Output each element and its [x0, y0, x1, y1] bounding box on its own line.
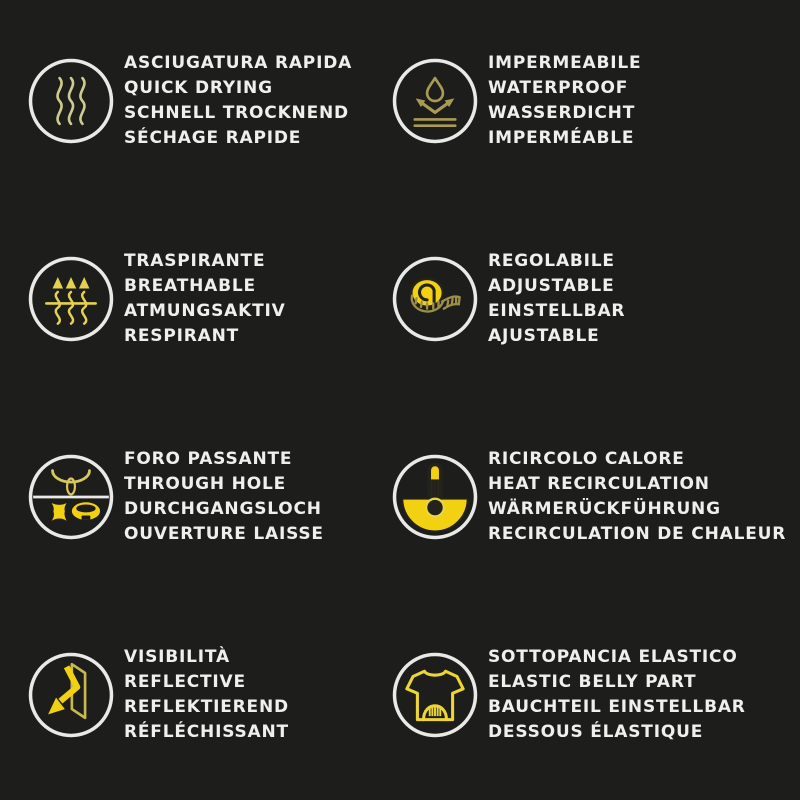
feature-text	[124, 51, 352, 151]
feature-line: BAUCHTEIL EINSTELLBAR	[488, 697, 746, 717]
feature-line: THROUGH HOLE	[124, 474, 286, 494]
feature-line: REFLEKTIEREND	[124, 697, 289, 717]
breathable-arrows-icon	[27, 255, 115, 343]
feature-line: ADJUSTABLE	[488, 276, 615, 296]
feature-line: BREATHABLE	[124, 276, 256, 296]
feature-line: IMPERMÉABLE	[488, 128, 635, 148]
feature-item-adjustable	[391, 200, 800, 398]
feature-line: SOTTOPANCIA ELASTICO	[488, 647, 738, 667]
tshirt-icon	[391, 651, 479, 739]
feature-item-breathable	[27, 200, 391, 398]
feature-line: RECIRCULATION DE CHALEUR	[488, 524, 787, 544]
feature-item-heat-recirculation	[391, 398, 800, 596]
feature-line: EINSTELLBAR	[488, 301, 626, 321]
waterproof-icon	[391, 57, 479, 145]
feature-line: ASCIUGATURA RAPIDA	[124, 53, 353, 73]
feature-line: RESPIRANT	[124, 326, 240, 346]
feature-line: TRASPIRANTE	[124, 251, 266, 271]
feature-line: ATMUNGSAKTIV	[124, 301, 286, 321]
feature-line: REFLECTIVE	[124, 672, 246, 692]
feature-line: OUVERTURE LAISSE	[124, 524, 324, 544]
feature-line: QUICK DRYING	[124, 78, 273, 98]
feature-line: WASSERDICHT	[488, 103, 636, 123]
feature-line: REGOLABILE	[488, 251, 615, 271]
feature-line: HEAT RECIRCULATION	[488, 474, 710, 494]
feature-line: IMPERMEABILE	[488, 53, 642, 73]
feature-text	[488, 249, 625, 349]
feature-item-quick-drying	[27, 2, 391, 200]
feature-line: SÉCHAGE RAPIDE	[124, 128, 302, 148]
steam-icon	[27, 57, 115, 145]
feature-line: DESSOUS ÉLASTIQUE	[488, 722, 704, 742]
feature-item-elastic-belly	[391, 596, 800, 794]
feature-text	[488, 645, 746, 745]
measuring-tape-icon	[391, 255, 479, 343]
feature-line: WATERPROOF	[488, 78, 629, 98]
feature-line: SCHNELL TROCKNEND	[124, 103, 349, 123]
feature-line: AJUSTABLE	[488, 326, 600, 346]
feature-line: FORO PASSANTE	[124, 449, 293, 469]
feature-line: ELASTIC BELLY PART	[488, 672, 697, 692]
feature-text	[124, 645, 289, 745]
feature-line: RICIRCOLO CALORE	[488, 449, 685, 469]
feature-line: RÉFLÉCHISSANT	[124, 722, 289, 742]
feature-line: WÄRMERÜCKFÜHRUNG	[488, 499, 721, 519]
reflective-arrow-icon	[27, 651, 115, 739]
leash-hole-harness-icon	[27, 453, 115, 541]
thermometer-icon	[391, 453, 479, 541]
feature-text	[488, 447, 786, 547]
feature-line: DURCHGANGSLOCH	[124, 499, 322, 519]
feature-item-reflective	[27, 596, 391, 794]
feature-text	[488, 51, 641, 151]
feature-line: VISIBILITÀ	[124, 647, 230, 667]
feature-text	[124, 249, 286, 349]
feature-text	[124, 447, 324, 547]
feature-item-through-hole	[27, 398, 391, 596]
feature-item-waterproof	[391, 2, 800, 200]
